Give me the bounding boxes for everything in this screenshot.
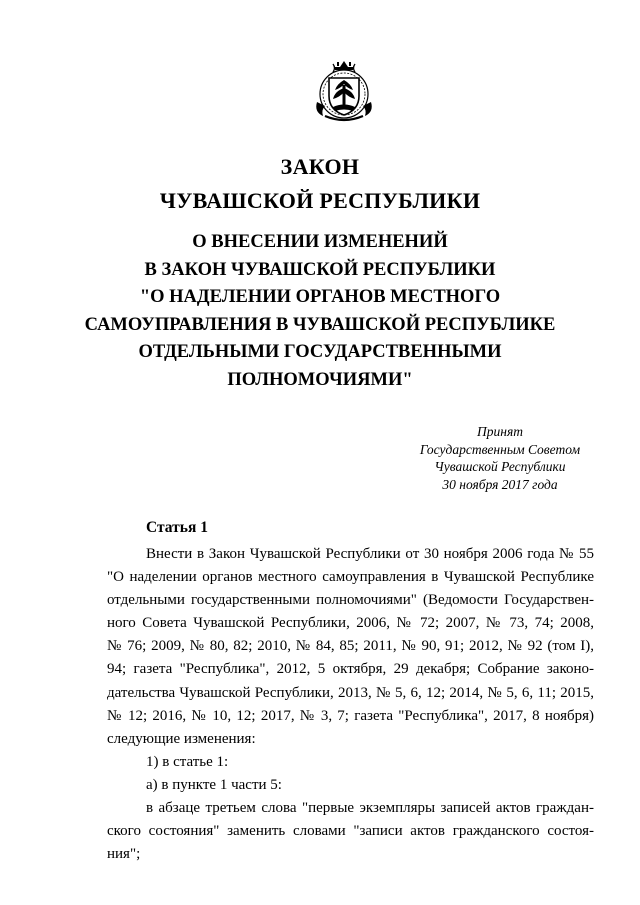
adoption-line: Государственным Советом <box>419 441 581 457</box>
item-1a: а) в пункте 1 части 5: <box>146 776 282 793</box>
law-title-line-1: ЗАКОН <box>280 154 360 179</box>
body-line: "О наделении органов местного самоуправления в Чувашской Республике <box>107 569 594 586</box>
article-heading: Статья 1 <box>146 519 208 536</box>
subtitle-line: ПОЛНОМОЧИЯМИ" <box>227 369 413 390</box>
body-line: № 76; 2009, № 80, 82; 2010, № 84, 85; 2011, № 90, 91; 2012, № 92 (том I), <box>107 638 594 655</box>
coat-of-arms-emblem <box>311 58 377 122</box>
article-body <box>107 543 594 866</box>
subtitle-line: В ЗАКОН ЧУВАШСКОЙ РЕСПУБЛИКИ <box>144 259 496 280</box>
change-line: ния"; <box>107 846 141 863</box>
item-1: 1) в статье 1: <box>146 753 229 770</box>
body-line: № 12; 2016, № 10, 12; 2017, № 3, 7; газета "Республика", 2017, 8 ноября) <box>107 707 594 724</box>
body-line: Внести в Закон Чувашской Республики от 30 ноября 2006 года № 55 <box>146 546 594 562</box>
subtitle-line: "О НАДЕЛЕНИИ ОРГАНОВ МЕСТНОГО <box>139 287 501 307</box>
body-line: 94; газета "Республика", 2012, 5 октября, 29 декабря; Собрание законо- <box>107 661 594 678</box>
subtitle-line: ОТДЕЛЬНЫМИ ГОСУДАРСТВЕННЫМИ <box>138 342 502 362</box>
adoption-line: Принят <box>477 424 523 439</box>
body-line: ного Совета Чувашской Республики, 2006, № 72; 2007, № 73, 74; 2008, <box>107 615 594 632</box>
subtitle-line: О ВНЕСЕНИИ ИЗМЕНЕНИЙ <box>192 232 448 252</box>
adoption-note <box>400 423 600 493</box>
body-line: следующие изменения: <box>107 730 256 747</box>
body-line: дательства Чувашской Республики, 2013, № 5, 6, 12; 2014, № 5, 6, 11; 2015, <box>107 684 594 701</box>
change-line: ского состояния" заменить словами "записи актов гражданского состоя- <box>107 823 594 840</box>
body-line: отдельными государственными полномочиями" (Ведомости Государствен- <box>107 592 594 609</box>
adoption-date: 30 ноября 2017 года <box>442 476 558 492</box>
law-title <box>0 150 640 218</box>
change-line: в абзаце третьем слова "первые экземпляры записей актов граждан- <box>146 800 594 817</box>
subtitle-line: САМОУПРАВЛЕНИЯ В ЧУВАШСКОЙ РЕСПУБЛИКЕ <box>84 314 556 335</box>
law-title-line-2: ЧУВАШСКОЙ РЕСПУБЛИКИ <box>159 188 481 213</box>
adoption-line: Чувашской Республики <box>434 459 566 474</box>
law-subtitle <box>0 229 640 394</box>
